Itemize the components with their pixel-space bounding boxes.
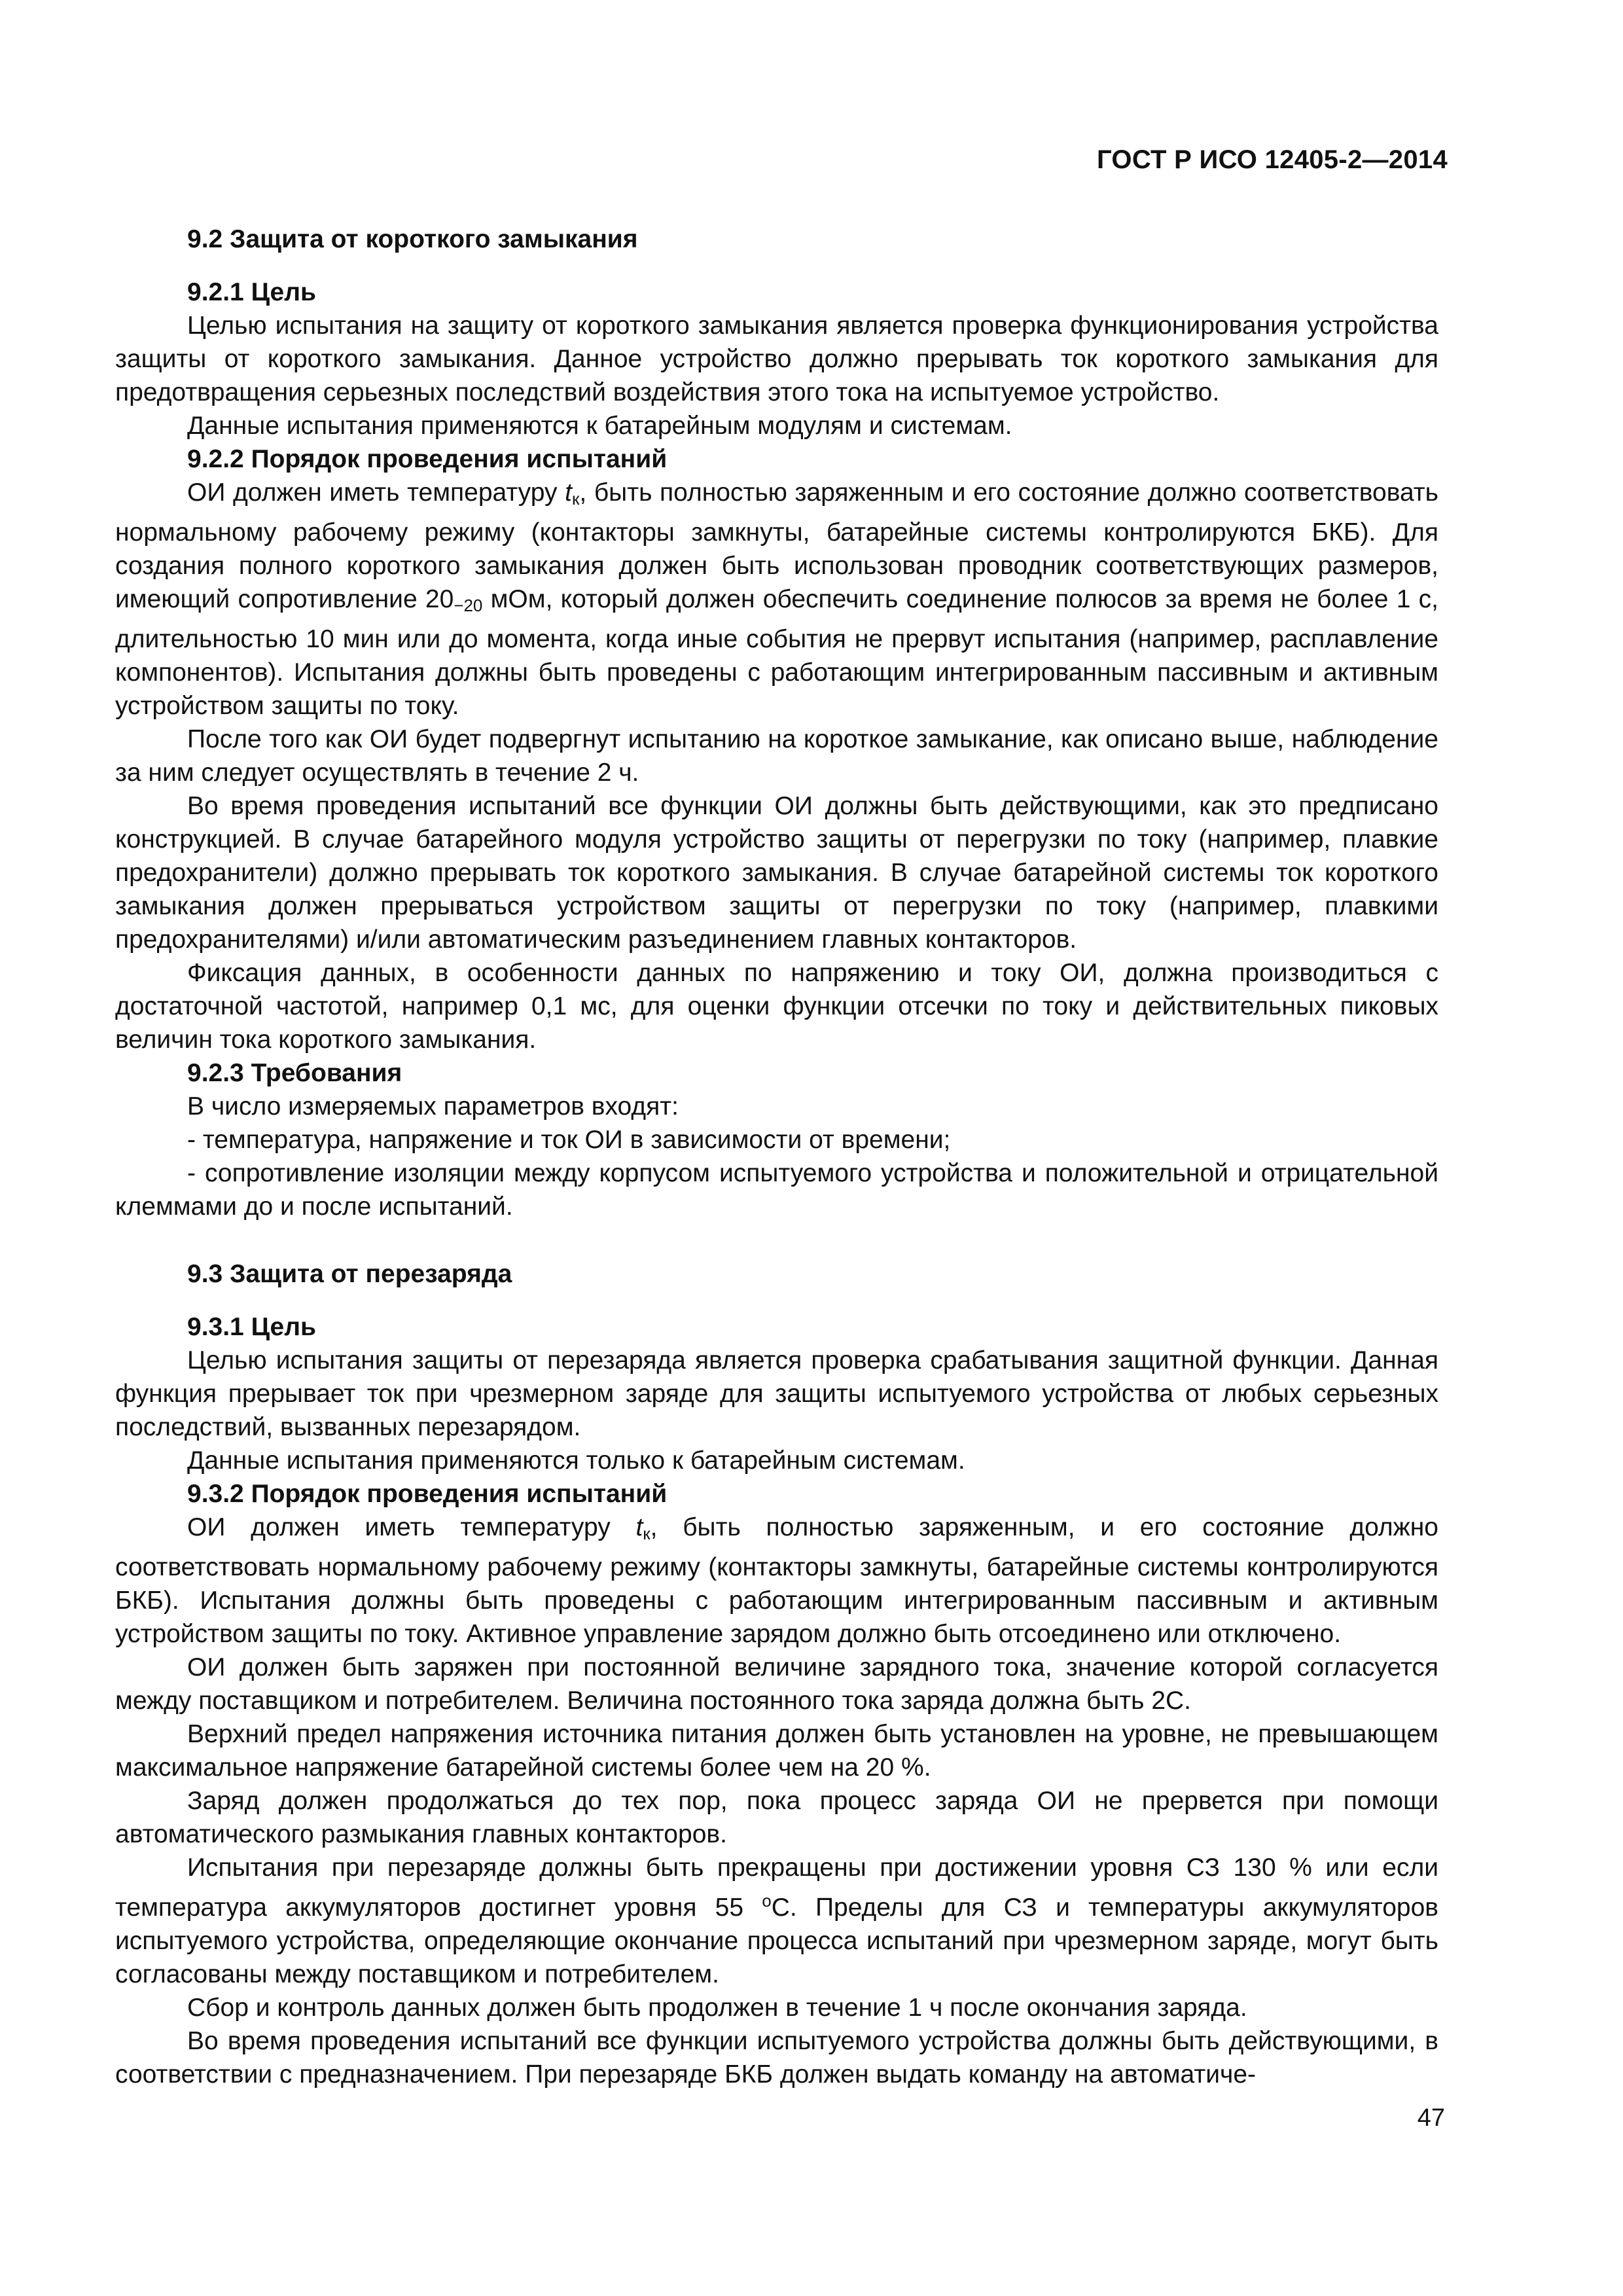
section-9-2-3-title: 9.2.3 Требования <box>187 1059 402 1087</box>
section-9-3-1-title: 9.3.1 Цель <box>187 1313 316 1341</box>
document-code-header: ГОСТ Р ИСО 12405-2—2014 <box>1096 145 1448 174</box>
page-content <box>115 223 1438 2091</box>
subscript: −20 <box>454 596 483 615</box>
text-run: , быть полностью заряженным и его состояние должно соответствовать нормальному рабочему режиму (контакторы замкнуты, батарейные системы контролируются БКБ). Для создания полного короткого замыкания должен быть использован проводник соответствующих размеров, имеющий сопротивление 20 <box>115 478 1438 613</box>
paragraph: Заряд должен продолжаться до тех пор, пока процесс заряда ОИ не прервется при помощи автоматического размыкания главных контакторов. <box>115 1787 1438 1848</box>
page-number: 47 <box>1417 2104 1445 2132</box>
text-run: С. Пределы для СЗ и температуры аккумуляторов испытуемого устройства, определяющие окончание процесса испытаний при чрезмерном заряде, могут быть согласованы между поставщиком и потребителем. <box>115 1893 1438 1988</box>
list-item: - сопротивление изоляции между корпусом испытуемого устройства и положительной и отрицательной клеммами до и после испытаний. <box>115 1159 1438 1221</box>
section-9-2-title: 9.2 Защита от короткого замыкания <box>187 225 638 253</box>
list-item: - температура, напряжение и ток ОИ в зависимости от времени; <box>187 1126 951 1154</box>
paragraph <box>115 476 1438 723</box>
subscript: к <box>643 1524 651 1543</box>
text-run: , быть полностью заряженным, и его состояние должно соответствовать нормальному рабочему режиму (контакторы замкнуты, батарейные системы контролируются БКБ). Испытания должны быть проведены с работающим интегрированным пассивным и активным устройством защиты по току. Активное управление зарядом должно быть отсоединено или отключено. <box>115 1513 1438 1648</box>
temperature-symbol: t <box>565 478 572 507</box>
paragraph: ОИ должен быть заряжен при постоянной величине зарядного тока, значение которой согласуется между поставщиком и потребителем. Величина постоянного тока заряда должна быть 2С. <box>115 1653 1438 1715</box>
paragraph: Целью испытания на защиту от короткого замыкания является проверка функционирования устройства защиты от короткого замыкания. Данное устройство должно прерывать ток короткого замыкания для предотвращения серьезных последствий воздействия этого тока на испытуемое устройство. <box>115 312 1438 406</box>
text-run: ОИ должен иметь температуру <box>187 1513 636 1541</box>
temperature-symbol: t <box>635 1513 643 1541</box>
superscript: о <box>762 1891 772 1910</box>
section-9-2-2-title: 9.2.2 Порядок проведения испытаний <box>187 445 668 473</box>
paragraph: Данные испытания применяются к батарейным модулям и системам. <box>187 412 1012 440</box>
text-run: ОИ должен иметь температуру <box>187 478 565 507</box>
paragraph: После того как ОИ будет подвергнут испытанию на короткое замыкание, как описано выше, наблюдение за ним следует осуществлять в течение 2 ч. <box>115 725 1438 787</box>
paragraph: Данные испытания применяются только к батарейным системам. <box>187 1446 965 1475</box>
paragraph: Во время проведения испытаний все функции испытуемого устройства должны быть действующими, в соответствии с предназначением. При перезаряде БКБ должен выдать команду на автоматиче- <box>115 2027 1438 2089</box>
text-run: мОм, который должен обеспечить соединение полюсов за время не более 1 с, длительностью 10 мин или до момента, когда иные события не прервут испытания (например, расплавление компонентов). Испытания должны быть проведены с работающим интегрированным пассивным и активным устройством защиты по току. <box>115 585 1438 720</box>
section-9-3-2-title: 9.3.2 Порядок проведения испытаний <box>187 1480 668 1508</box>
paragraph: Фиксация данных, в особенности данных по напряжению и току ОИ, должна производиться с достаточной частотой, например 0,1 мс, для оценки функции отсечки по току и действительных пиковых величин тока короткого замыкания. <box>115 959 1438 1054</box>
section-9-3-title: 9.3 Защита от перезаряда <box>187 1260 512 1288</box>
text-run: Испытания при перезаряде должны быть прекращены при достижении уровня СЗ 130 % или если температура аккумуляторов достигнет уровня 55 <box>115 1854 1438 1922</box>
paragraph: Сбор и контроль данных должен быть продолжен в течение 1 ч после окончания заряда. <box>187 1994 1247 2022</box>
paragraph: В число измеряемых параметров входят: <box>187 1092 679 1121</box>
paragraph: Во время проведения испытаний все функции ОИ должны быть действующими, как это предписано конструкцией. В случае батарейного модуля устройство защиты от перегрузки по току (например, плавкие предохранители) должно прерывать ток короткого замыкания. В случае батарейной системы ток короткого замыкания должен прерываться устройством защиты от перегрузки по току (например, плавкими предохранителями) и/или автоматическим разъединением главных контакторов. <box>115 792 1438 954</box>
paragraph <box>115 1511 1438 1651</box>
paragraph: Верхний предел напряжения источника питания должен быть установлен на уровне, не превышающем максимальное напряжение батарейной системы более чем на 20 %. <box>115 1720 1438 1782</box>
section-9-2-1-title: 9.2.1 Цель <box>187 278 316 306</box>
paragraph <box>115 1851 1438 1991</box>
paragraph: Целью испытания защиты от перезаряда является проверка срабатывания защитной функции. Данная функция прерывает ток при чрезмерном заряде для защиты испытуемого устройства от любых серьезных последствий, вызванных перезарядом. <box>115 1346 1438 1441</box>
subscript: к <box>571 489 580 509</box>
